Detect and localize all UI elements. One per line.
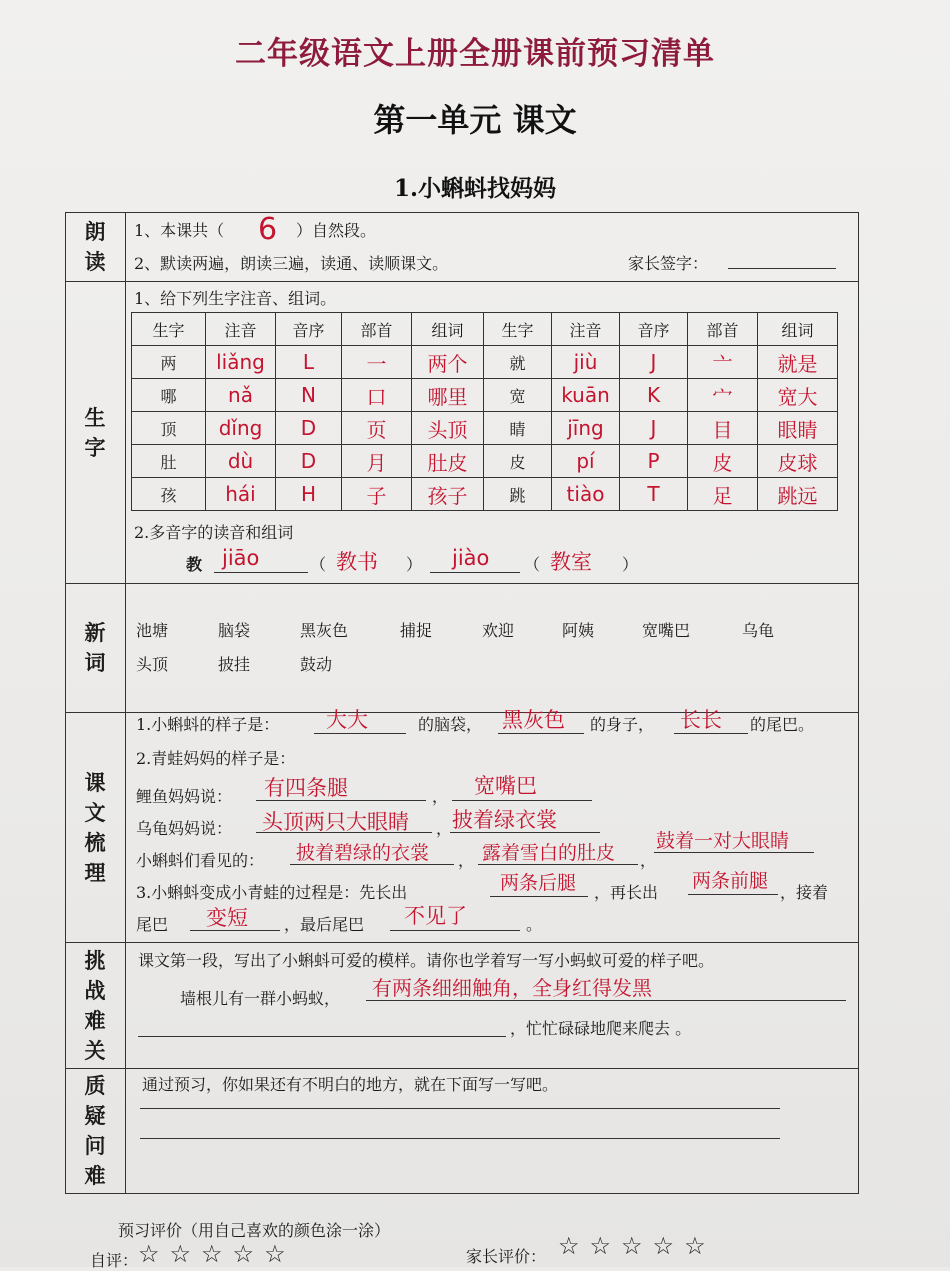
- column-header: 组词: [412, 313, 484, 346]
- pinyin-cell[interactable]: dǐng: [206, 412, 276, 445]
- new-word: 宽嘴巴: [642, 621, 691, 640]
- carp-prefix: 鲤鱼妈妈说：: [136, 787, 233, 806]
- parent-evaluation-stars[interactable]: ☆☆☆☆☆: [558, 1232, 716, 1260]
- label-char: 战: [84, 978, 106, 1003]
- initial-cell[interactable]: J: [620, 412, 688, 445]
- pinyin-cell[interactable]: jiù: [552, 346, 620, 379]
- label-char: 文: [84, 800, 106, 825]
- label-char: 新: [84, 621, 106, 645]
- answer-line: [688, 894, 778, 895]
- new-word: 披挂: [218, 655, 251, 674]
- polyphone-char: 教: [186, 555, 203, 574]
- radical-cell[interactable]: 宀: [688, 379, 758, 412]
- new-word: 捕捉: [400, 621, 433, 640]
- answer-line: [654, 852, 814, 853]
- polyphone-word-1[interactable]: 教书: [336, 550, 378, 574]
- row-divider: [65, 942, 859, 943]
- review-q3-mid-3: ，最后尾巴: [284, 915, 365, 934]
- challenge-line-prefix: 墙根儿有一群小蚂蚁，: [180, 989, 341, 1008]
- label-char: 问: [84, 1134, 106, 1158]
- carp-answer-2[interactable]: 宽嘴巴: [474, 774, 537, 798]
- answer-line: [452, 800, 592, 801]
- open-paren: （: [310, 555, 327, 574]
- review-q3-answer-2[interactable]: 两条前腿: [692, 870, 769, 892]
- row-divider: [65, 281, 859, 282]
- polyphone-word-2[interactable]: 教室: [550, 550, 592, 574]
- word-cell[interactable]: 肚皮: [412, 445, 484, 478]
- character-table: [131, 312, 838, 511]
- question-writing-line[interactable]: [140, 1108, 780, 1109]
- answer-line: [314, 733, 406, 734]
- label-column-divider: [125, 212, 126, 1193]
- comma: ，: [432, 787, 449, 806]
- review-q3-answer-1[interactable]: 两条后腿: [500, 872, 577, 894]
- character-cell: 睛: [484, 412, 552, 445]
- radical-cell[interactable]: 亠: [688, 346, 758, 379]
- new-word: 黑灰色: [300, 621, 349, 640]
- review-q1-prefix: 1.小蝌蚪的样子是：: [136, 715, 280, 734]
- paragraph-count-suffix: ）自然段。: [296, 221, 377, 240]
- label-char: 理: [84, 860, 106, 885]
- initial-cell[interactable]: T: [620, 478, 688, 511]
- pinyin-cell[interactable]: kuān: [552, 379, 620, 412]
- initial-cell[interactable]: N: [276, 379, 342, 412]
- review-q3-answer-4[interactable]: 不见了: [404, 904, 467, 928]
- label-char: 课: [84, 770, 106, 795]
- answer-line: [256, 800, 426, 801]
- tadpole-answer-2[interactable]: 露着雪白的肚皮: [482, 842, 616, 864]
- pinyin-cell[interactable]: hái: [206, 478, 276, 511]
- label-char: 词: [84, 651, 106, 675]
- review-q2-title: 2.青蛙妈妈的样子是：: [136, 749, 296, 768]
- answer-line: [450, 832, 600, 833]
- carp-answer-1[interactable]: 有四条腿: [264, 776, 348, 800]
- evaluation-title: 预习评价（用自己喜欢的颜色涂一涂）: [118, 1221, 391, 1240]
- parent-evaluation-label: 家长评价：: [466, 1247, 547, 1266]
- radical-cell[interactable]: 目: [688, 412, 758, 445]
- character-cell: 皮: [484, 445, 552, 478]
- tadpole-prefix: 小蝌蚪们看见的：: [136, 851, 265, 870]
- new-word: 阿姨: [562, 621, 595, 640]
- polyphone-reading-1[interactable]: jiāo: [222, 546, 260, 570]
- label-char: 疑: [84, 1104, 106, 1128]
- radical-cell[interactable]: 一: [342, 346, 412, 379]
- row-divider: [65, 1068, 859, 1069]
- word-cell[interactable]: 眼睛: [758, 412, 838, 445]
- initial-cell[interactable]: D: [276, 445, 342, 478]
- review-q3-line2-prefix: 尾巴: [136, 915, 169, 934]
- turtle-answer-2[interactable]: 披着绿衣裳: [452, 808, 557, 832]
- section-label-reading: [65, 212, 125, 282]
- initial-cell[interactable]: J: [620, 346, 688, 379]
- review-q1-suffix: 的尾巴。: [750, 715, 815, 734]
- row-divider: [65, 583, 859, 584]
- pinyin-cell[interactable]: pí: [552, 445, 620, 478]
- new-word: 欢迎: [482, 621, 515, 640]
- word-cell[interactable]: 跳远: [758, 478, 838, 511]
- challenge-answer[interactable]: 有两条细细触角，全身红得发黑: [372, 976, 652, 1000]
- character-cell: 两: [132, 346, 206, 379]
- character-cell: 顶: [132, 412, 206, 445]
- new-word: 鼓动: [300, 655, 333, 674]
- paragraph-count-answer: 6: [258, 212, 278, 247]
- review-q1-answer-1[interactable]: 大大: [326, 708, 368, 732]
- paragraph-count-prefix: 1、本课共（: [134, 221, 225, 240]
- label-char: 关: [84, 1038, 106, 1063]
- answer-line: [674, 733, 748, 734]
- radical-cell[interactable]: 页: [342, 412, 412, 445]
- answer-line: [490, 896, 588, 897]
- word-cell[interactable]: 皮球: [758, 445, 838, 478]
- table-row: [132, 445, 838, 478]
- pinyin-cell[interactable]: nǎ: [206, 379, 276, 412]
- label-char: 难: [84, 1164, 106, 1188]
- tadpole-answer-3[interactable]: 鼓着一对大眼睛: [656, 830, 790, 852]
- table-row: [132, 346, 838, 379]
- initial-cell[interactable]: K: [620, 379, 688, 412]
- character-cell: 就: [484, 346, 552, 379]
- section-label-characters: [65, 282, 125, 583]
- parent-sign-field[interactable]: [728, 268, 836, 269]
- comma: ，: [458, 851, 475, 870]
- label-char: 质: [84, 1074, 106, 1098]
- label-char: 梳: [84, 830, 106, 855]
- word-cell[interactable]: 两个: [412, 346, 484, 379]
- polyphone-reading-2[interactable]: jiào: [452, 546, 490, 570]
- challenge-prompt: 课文第一段，写出了小蝌蚪可爱的模样。请你也学着写一写小蚂蚁可爱的样子吧。: [138, 951, 715, 970]
- answer-line: [290, 864, 454, 865]
- answer-line: [430, 572, 520, 573]
- radical-cell[interactable]: 子: [342, 478, 412, 511]
- review-q1-answer-3[interactable]: 长长: [680, 708, 722, 732]
- table-row: [132, 379, 838, 412]
- pinyin-cell[interactable]: jīng: [552, 412, 620, 445]
- new-word: 脑袋: [218, 621, 251, 640]
- parent-sign-label: 家长签字：: [628, 254, 709, 273]
- label-char: 朗: [84, 220, 106, 244]
- answer-line[interactable]: [138, 1036, 506, 1037]
- review-q3-mid-2: ，接着: [780, 883, 829, 902]
- section-label-new-words: [65, 584, 125, 712]
- pinyin-cell[interactable]: tiào: [552, 478, 620, 511]
- label-char: 难: [84, 1008, 106, 1033]
- open-paren: （: [524, 555, 541, 574]
- review-q1-mid-2: 的身子，: [590, 715, 655, 734]
- main-title: 二年级语文上册全册课前预习清单: [235, 36, 715, 72]
- turtle-prefix: 乌龟妈妈说：: [136, 819, 233, 838]
- answer-line: [256, 832, 432, 833]
- column-header: 组词: [758, 313, 838, 346]
- unit-title: 第一单元 课文: [373, 101, 577, 139]
- word-cell[interactable]: 就是: [758, 346, 838, 379]
- period: 。: [526, 915, 543, 934]
- word-cell[interactable]: 宽大: [758, 379, 838, 412]
- radical-cell[interactable]: 口: [342, 379, 412, 412]
- character-cell: 孩: [132, 478, 206, 511]
- answer-line: [390, 930, 520, 931]
- new-word: 池塘: [136, 621, 169, 640]
- answer-line: [214, 572, 308, 573]
- self-evaluation-stars[interactable]: ☆☆☆☆☆: [138, 1240, 296, 1268]
- radical-cell[interactable]: 皮: [688, 445, 758, 478]
- initial-cell[interactable]: D: [276, 412, 342, 445]
- label-char: 字: [84, 435, 106, 460]
- column-header: 生字: [484, 313, 552, 346]
- new-word: 头顶: [136, 655, 169, 674]
- initial-cell[interactable]: L: [276, 346, 342, 379]
- column-header: 部首: [342, 313, 412, 346]
- column-header: 生字: [132, 313, 206, 346]
- questions-prompt: 通过预习，你如果还有不明白的地方，就在下面写一写吧。: [142, 1075, 559, 1094]
- comma: ，: [436, 819, 453, 838]
- column-header: 注音: [552, 313, 620, 346]
- radical-cell[interactable]: 月: [342, 445, 412, 478]
- table-row: [132, 412, 838, 445]
- character-cell: 宽: [484, 379, 552, 412]
- answer-line: [190, 930, 280, 931]
- lesson-title: 1.小蝌蚪找妈妈: [393, 175, 556, 202]
- radical-cell[interactable]: 足: [688, 478, 758, 511]
- word-cell[interactable]: 哪里: [412, 379, 484, 412]
- close-paren: ）: [406, 555, 423, 574]
- review-q3-prefix: 3.小蝌蚪变成小青蛙的过程是：先长出: [136, 883, 408, 902]
- answer-line: [478, 864, 638, 865]
- comma: ，: [640, 851, 657, 870]
- character-cell: 哪: [132, 379, 206, 412]
- table-row: [132, 478, 838, 511]
- challenge-line2-suffix: ，忙忙碌碌地爬来爬去 。: [510, 1019, 692, 1038]
- new-word: 乌龟: [742, 621, 775, 640]
- answer-line: [366, 1000, 846, 1001]
- section-label-challenge: [65, 943, 125, 1068]
- word-cell[interactable]: 孩子: [412, 478, 484, 511]
- pinyin-cell[interactable]: liǎng: [206, 346, 276, 379]
- turtle-answer-1[interactable]: 头顶两只大眼睛: [262, 810, 409, 834]
- label-char: 读: [84, 250, 106, 274]
- column-header: 注音: [206, 313, 276, 346]
- self-evaluation-label: 自评：: [90, 1251, 139, 1270]
- review-q3-answer-3[interactable]: 变短: [206, 906, 248, 930]
- answer-line: [498, 733, 584, 734]
- initial-cell[interactable]: H: [276, 478, 342, 511]
- review-q1-answer-2[interactable]: 黑灰色: [502, 708, 565, 732]
- character-cell: 跳: [484, 478, 552, 511]
- initial-cell[interactable]: P: [620, 445, 688, 478]
- review-q3-mid-1: ，再长出: [594, 883, 659, 902]
- section-label-review: [65, 713, 125, 942]
- label-char: 挑: [84, 948, 106, 973]
- close-paren: ）: [622, 555, 639, 574]
- word-cell[interactable]: 头顶: [412, 412, 484, 445]
- tadpole-answer-1[interactable]: 披着碧绿的衣裳: [296, 842, 430, 864]
- column-header: 部首: [688, 313, 758, 346]
- polyphone-title: 2.多音字的读音和组词: [134, 523, 294, 542]
- section-label-questions: [65, 1069, 125, 1193]
- table-header-row: [132, 313, 838, 346]
- question-writing-line[interactable]: [140, 1138, 780, 1139]
- character-cell: 肚: [132, 445, 206, 478]
- column-header: 音序: [620, 313, 688, 346]
- pinyin-cell[interactable]: dù: [206, 445, 276, 478]
- review-q1-mid-1: 的脑袋，: [418, 715, 483, 734]
- label-char: 生: [84, 405, 106, 430]
- characters-instruction: 1、给下列生字注音、组词。: [134, 289, 337, 308]
- reading-instruction: 2、默读两遍，朗读三遍，读通、读顺课文。: [134, 254, 449, 273]
- column-header: 音序: [276, 313, 342, 346]
